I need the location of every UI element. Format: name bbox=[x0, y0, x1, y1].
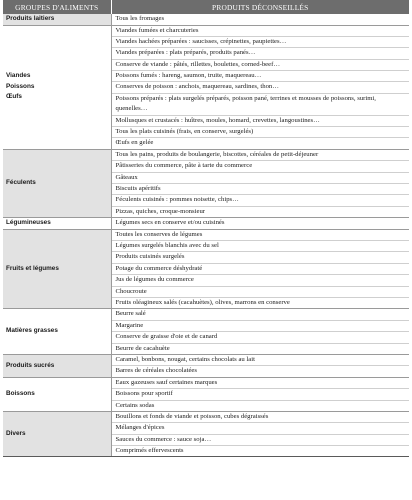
food-group-cell bbox=[3, 411, 111, 457]
product-item: Barres de céréales chocolatées bbox=[112, 365, 410, 376]
food-group-label: Boissons bbox=[6, 390, 35, 398]
products-cell bbox=[111, 354, 409, 377]
product-item: Fruits oléagineux salés (cacahuètes), olives, marrons en conserve bbox=[112, 297, 410, 308]
table-row bbox=[3, 229, 409, 309]
food-group-cell bbox=[3, 14, 111, 25]
product-item: Conserve de viande : pâtés, rillettes, boulettes, corned-beef… bbox=[112, 59, 410, 70]
food-group-cell bbox=[3, 218, 111, 230]
product-item: Poissons fumés : hareng, saumon, truite, maquereau… bbox=[112, 70, 410, 81]
food-group-cell bbox=[3, 309, 111, 355]
table-row bbox=[3, 149, 409, 217]
table-row bbox=[3, 411, 409, 457]
food-group-label: Fruits et légumes bbox=[6, 264, 59, 272]
product-item: Choucroute bbox=[112, 286, 410, 297]
table-body bbox=[3, 14, 409, 457]
product-item: Tous les plats cuisinés (frais, en conserve, surgelés) bbox=[112, 126, 410, 137]
food-group-label: Divers bbox=[6, 429, 26, 437]
product-item: Tous les pains, produits de boulangerie, biscottes, céréales de petit-déjeuner bbox=[115, 150, 319, 158]
product-item: Poissons préparés : plats surgelés préparés, poisson pané, terrines et mousses de poissons, surimi, quenelles… bbox=[112, 93, 410, 115]
product-item: Beurre de cacahuète bbox=[112, 343, 410, 354]
product-item: Mélanges d'épices bbox=[112, 422, 410, 433]
product-item: Boissons pour sportif bbox=[112, 388, 410, 399]
product-item: Gâteaux bbox=[112, 172, 410, 183]
table-row bbox=[3, 25, 409, 149]
food-group-label: Viandes bbox=[6, 72, 31, 80]
products-cell bbox=[111, 377, 409, 411]
product-item: Tous les fromages bbox=[115, 15, 165, 23]
products-cell bbox=[111, 229, 409, 309]
products-cell bbox=[111, 218, 409, 230]
table-header-row bbox=[3, 0, 409, 14]
products-cell bbox=[111, 411, 409, 457]
header-discouraged-products: PRODUITS DÉCONSEILLÉS bbox=[111, 0, 409, 14]
products-cell bbox=[111, 25, 409, 149]
food-group-cell bbox=[3, 229, 111, 309]
table-row bbox=[3, 377, 409, 411]
food-group-label: Produits sucrés bbox=[6, 361, 55, 369]
table-row bbox=[3, 218, 409, 230]
product-item: Féculents cuisinés : pommes noisette, chips… bbox=[112, 194, 410, 205]
product-item: Viandes préparées : plats préparés, produits panés… bbox=[112, 47, 410, 58]
food-table bbox=[3, 0, 409, 457]
product-item: Potage du commerce déshydraté bbox=[112, 263, 410, 274]
product-item: Viandes fumées et charcuteries bbox=[115, 26, 199, 34]
food-group-label: Matières grasses bbox=[6, 327, 58, 335]
product-item: Conserves de poisson : anchois, maquereau, sardines, thon… bbox=[112, 81, 410, 92]
products-cell bbox=[111, 149, 409, 217]
product-item: Conserve de graisse d'oie et de canard bbox=[112, 331, 410, 342]
food-group-cell bbox=[3, 25, 111, 149]
product-item: Sauces du commerce : sauce soja… bbox=[112, 434, 410, 445]
food-group-label: Poissons bbox=[6, 82, 35, 90]
products-cell bbox=[111, 309, 409, 355]
product-item: Caramel, bonbons, nougat, certains chocolats au lait bbox=[115, 355, 255, 363]
product-item: Certains sodas bbox=[112, 400, 410, 411]
food-group-cell bbox=[3, 377, 111, 411]
food-group-label: Légumineuses bbox=[6, 219, 51, 227]
header-food-groups: GROUPES D'ALIMENTS bbox=[3, 0, 111, 14]
product-item: Beurre salé bbox=[115, 310, 146, 318]
table-row bbox=[3, 14, 409, 25]
food-group-cell bbox=[3, 354, 111, 377]
product-item: Œufs en gelée bbox=[112, 137, 410, 148]
food-group-label: Féculents bbox=[6, 179, 36, 187]
product-item: Eaux gazeuses sauf certaines marques bbox=[115, 378, 218, 386]
product-item: Comprimés effervescents bbox=[112, 445, 410, 456]
table-row bbox=[3, 309, 409, 355]
table-row bbox=[3, 354, 409, 377]
product-item: Légumes secs en conserve et/ou cuisinés bbox=[115, 219, 225, 227]
product-item: Margarine bbox=[112, 320, 410, 331]
product-item: Bouillons et fonds de viande et poisson, cubes dégraissés bbox=[115, 412, 269, 420]
product-item: Jus de légumes du commerce bbox=[112, 274, 410, 285]
product-item: Viandes hachées préparées : saucisses, crépinettes, paupiettes… bbox=[112, 36, 410, 47]
product-item: Légumes surgelés blanchis avec du sel bbox=[112, 240, 410, 251]
food-group-label: Œufs bbox=[6, 93, 22, 101]
product-item: Mollusques et crustacés : huîtres, moules, homard, crevettes, langoustines… bbox=[112, 115, 410, 126]
food-group-cell bbox=[3, 149, 111, 217]
product-item: Pizzas, quiches, croque-monsieur bbox=[112, 206, 410, 217]
product-item: Produits cuisinés surgelés bbox=[112, 251, 410, 262]
products-cell bbox=[111, 14, 409, 25]
product-item: Biscuits apéritifs bbox=[112, 183, 410, 194]
food-group-label: Produits laitiers bbox=[6, 15, 55, 22]
product-item: Toutes les conserves de légumes bbox=[115, 230, 203, 238]
product-item: Pâtisseries du commerce, pâte à tarte du commerce bbox=[112, 160, 410, 171]
